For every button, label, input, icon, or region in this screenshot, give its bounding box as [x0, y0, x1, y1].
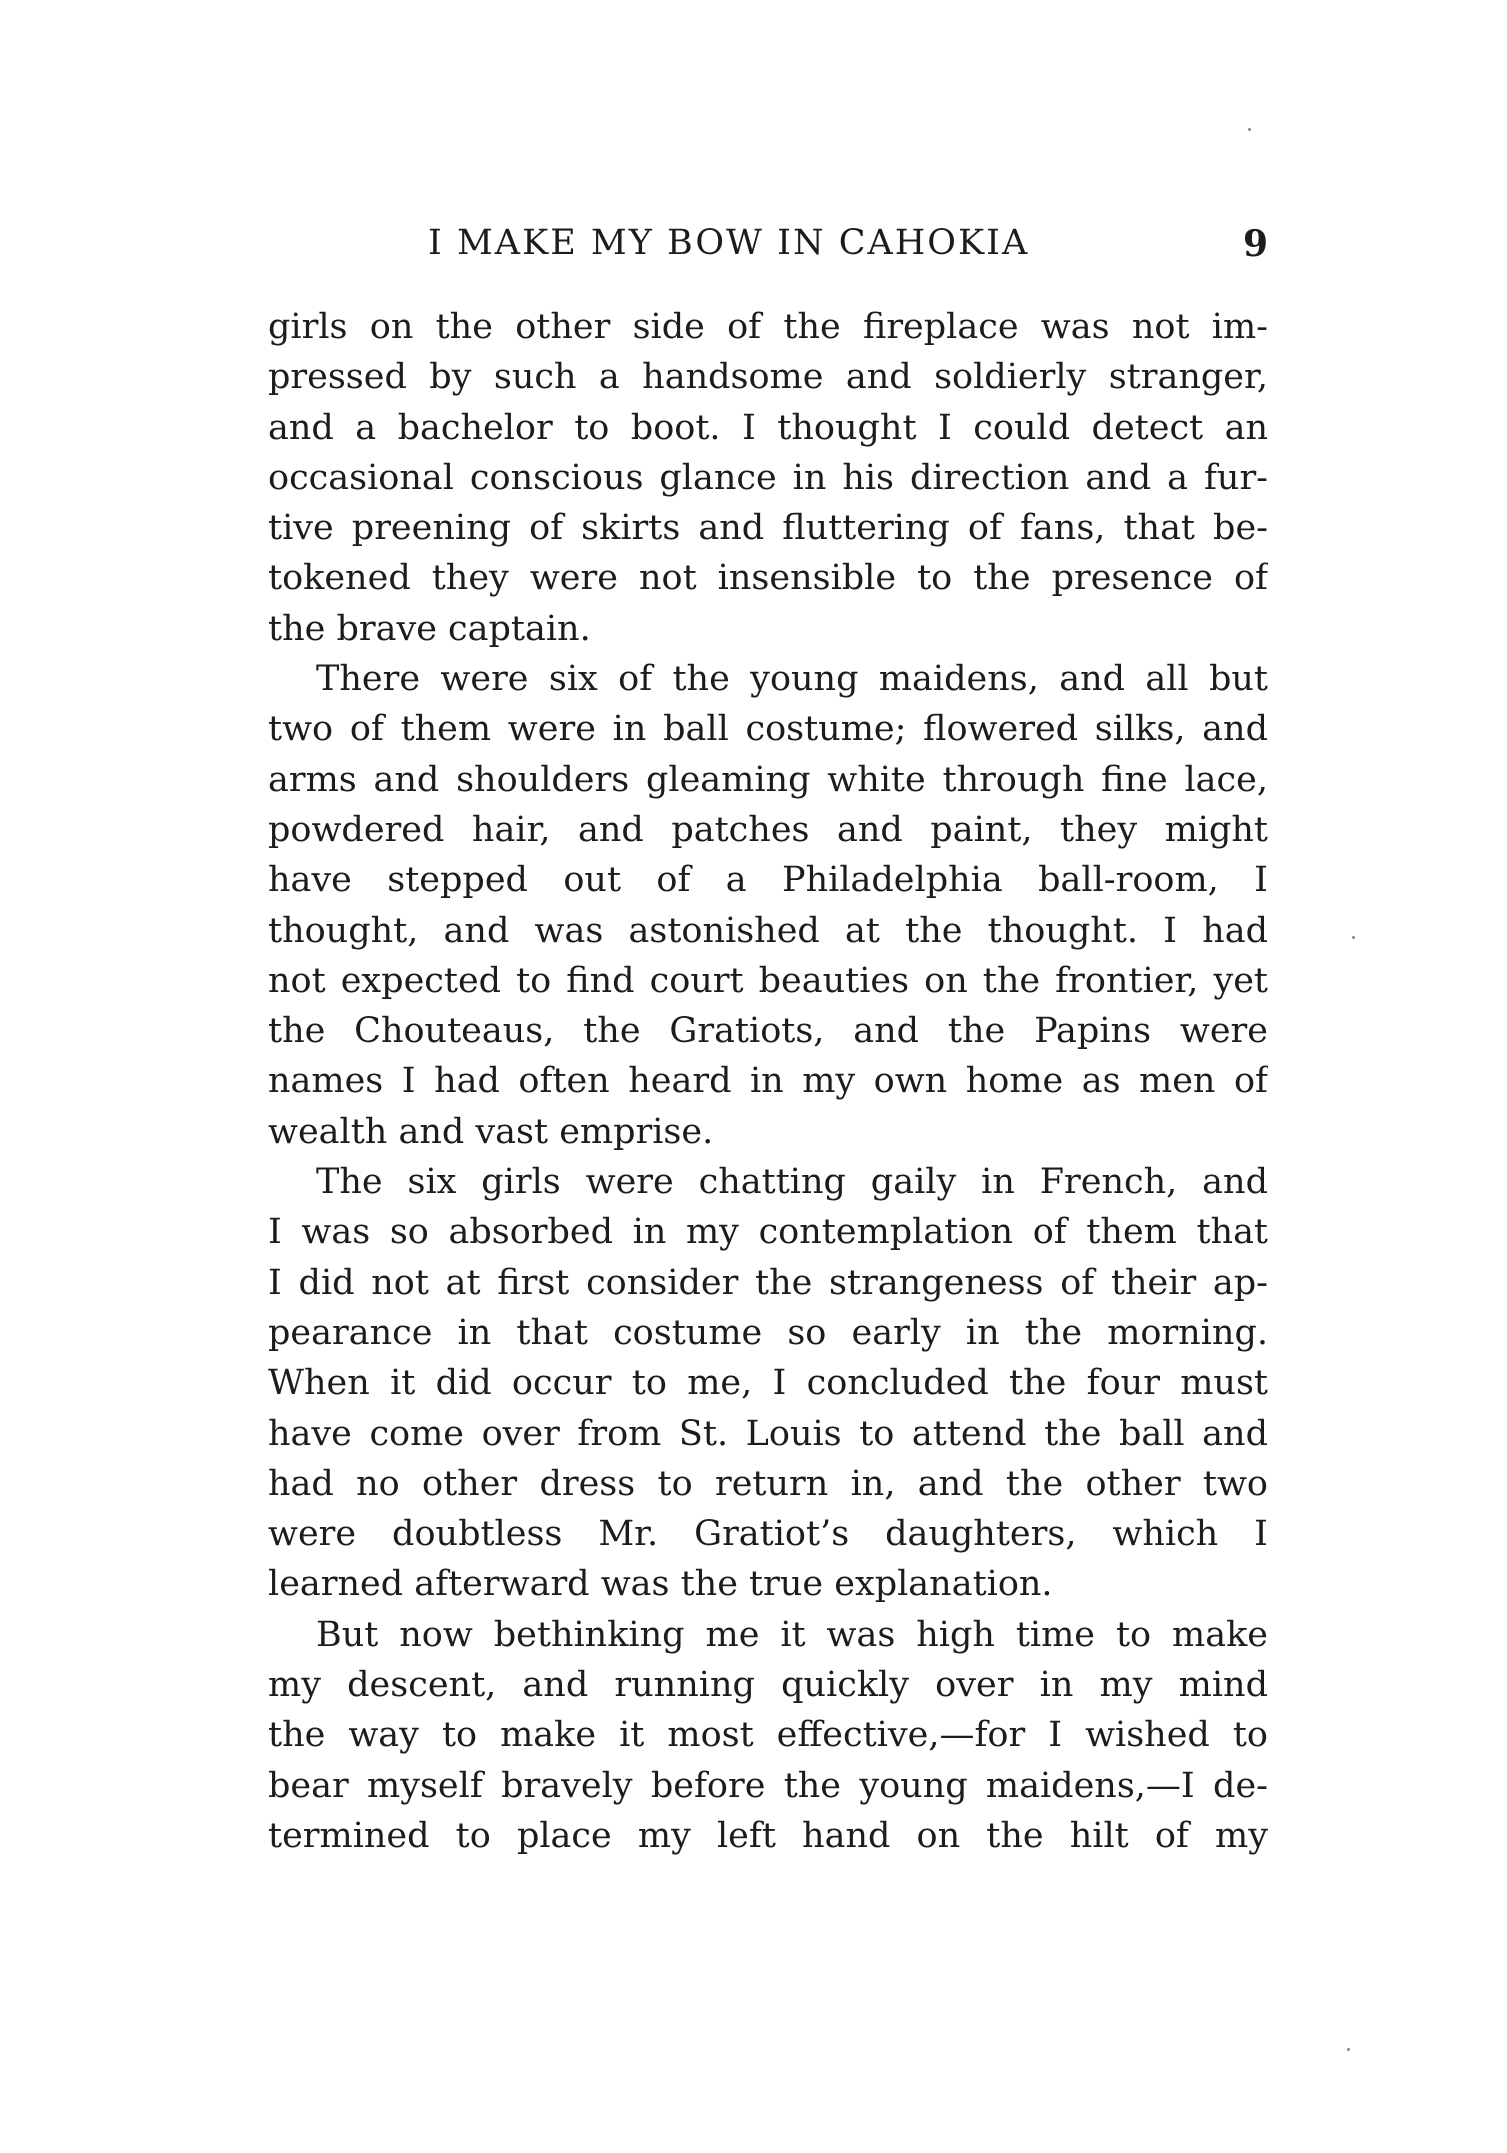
scan-speck — [1248, 128, 1251, 131]
running-title: I MAKE MY BOW IN CAHOKIA — [428, 223, 1030, 263]
text-line: had no other dress to return in, and the other two — [268, 1463, 1268, 1504]
text-line: and a bachelor to boot. I thought I could detect an — [268, 407, 1268, 448]
page-number: 9 — [1242, 223, 1268, 265]
text-line: the Chouteaus, the Gratiots, and the Papins were — [268, 1011, 1268, 1052]
text-line: not expected to find court beauties on the frontier, yet — [268, 960, 1268, 1001]
scan-speck — [1347, 2048, 1350, 2051]
text-line: occasional conscious glance in his direction and a fur- — [268, 457, 1268, 498]
paragraph-2 — [268, 654, 1268, 1157]
text-line: There were six of the young maidens, and all but — [316, 659, 1268, 700]
text-line: two of them were in ball costume; flowered silks, and — [268, 709, 1268, 750]
text-line: names I had often heard in my own home as men of — [268, 1061, 1268, 1102]
text-line: girls on the other side of the fireplace was not im- — [268, 307, 1268, 347]
body-text — [268, 302, 1268, 1861]
paragraph-1 — [268, 302, 1268, 654]
paragraph-4 — [268, 1610, 1268, 1861]
text-line: But now bethinking me it was high time to make — [316, 1614, 1268, 1655]
text-line: tive preening of skirts and fluttering of fans, that be- — [268, 508, 1268, 549]
text-line: The six girls were chatting gaily in French, and — [316, 1162, 1268, 1203]
text-line: the way to make it most effective,—for I wished to — [268, 1715, 1268, 1756]
text-line: termined to place my left hand on the hilt of my — [268, 1815, 1268, 1856]
text-line: learned afterward was the true explanation. — [268, 1564, 1053, 1605]
text-line: pearance in that costume so early in the morning. — [268, 1312, 1268, 1353]
paragraph-3 — [268, 1157, 1268, 1610]
scan-speck — [1352, 936, 1355, 939]
text-line: arms and shoulders gleaming white through fine lace, — [268, 759, 1268, 800]
text-line: thought, and was astonished at the thought. I had — [268, 910, 1268, 951]
text-line: bear myself bravely before the young maidens,—I de- — [268, 1765, 1268, 1806]
text-line: were doubtless Mr. Gratiot’s daughters, which I — [268, 1514, 1268, 1555]
text-line: the brave captain. — [268, 608, 591, 649]
text-line: tokened they were not insensible to the presence of — [268, 558, 1268, 599]
text-line: have stepped out of a Philadelphia ball-room, I — [268, 860, 1268, 901]
text-line: When it did occur to me, I concluded the four must — [268, 1363, 1268, 1404]
text-line: I did not at first consider the strangeness of their ap- — [268, 1262, 1268, 1303]
text-line: wealth and vast emprise. — [268, 1111, 714, 1152]
text-line: pressed by such a handsome and soldierly stranger, — [268, 357, 1268, 398]
text-line: powdered hair, and patches and paint, they might — [268, 809, 1268, 850]
text-line: my descent, and running quickly over in my mind — [268, 1665, 1268, 1706]
text-line: have come over from St. Louis to attend the ball and — [268, 1413, 1268, 1454]
text-line: I was so absorbed in my contemplation of them that — [268, 1212, 1268, 1253]
running-head — [268, 223, 1268, 273]
